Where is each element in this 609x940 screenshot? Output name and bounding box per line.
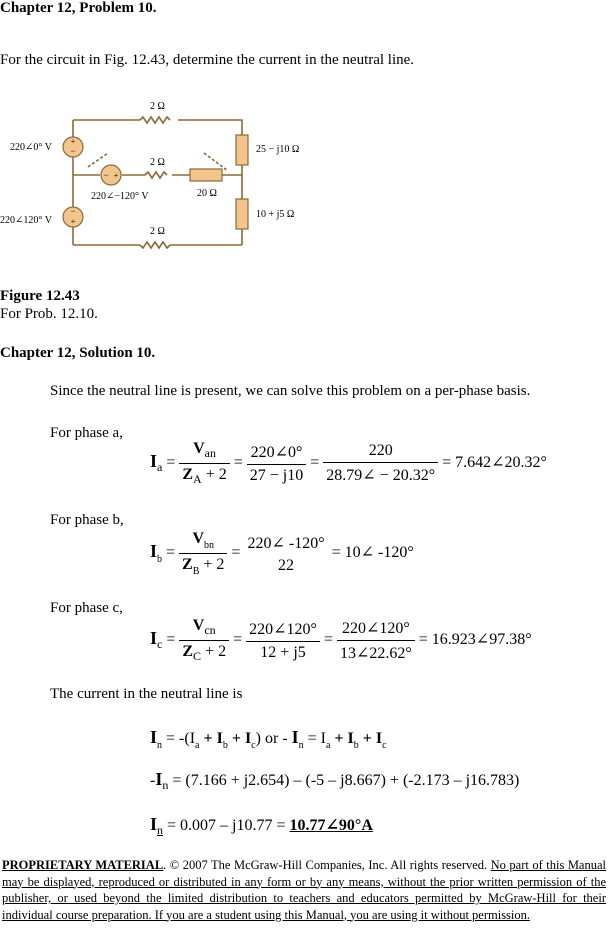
- figure-caption: Figure 12.43: [0, 288, 80, 304]
- problem-heading: Chapter 12, Problem 10.: [0, 0, 157, 16]
- svg-text:+: +: [113, 171, 119, 180]
- svg-text:+: +: [70, 137, 76, 146]
- final-answer: 10.77∠90°A: [289, 817, 373, 834]
- solution-intro: Since the neutral line is present, we can solve this problem on a per-phase basis.: [50, 383, 531, 399]
- resistor-top: [140, 117, 170, 123]
- label-r-top: 2 Ω: [150, 101, 165, 112]
- equation-neutral-3: $I_n = 0.007 - j10.77$ = 10.77∠90°A: [150, 814, 373, 837]
- copyright-footer: PROPRIETARY MATERIAL. © 2007 The McGraw-Hill Companies, Inc. All rights reserved. No part of this Manual may be displayed, reproduced or distributed in any form or by any means, without the prior written permission of the publisher, or used beyond the limited distribution to teachers and educators permitted by McGraw-Hill for their individual course preparation. If you are a student using this Manual, you are using it without permission.: [2, 858, 606, 922]
- equation-neutral-1: $I_n = -(I_a + I_b + I_c)$ or - $I_n = I_a + I_b + I_c$: [150, 727, 387, 751]
- solution-heading: Chapter 12, Solution 10.: [0, 345, 156, 361]
- resistor-bot: [140, 242, 170, 248]
- arrow-dash-left: [88, 153, 108, 167]
- label-src-c: 220∠120° V: [0, 215, 52, 226]
- label-zc: 10 + j5 Ω: [256, 209, 295, 220]
- equation-phase-a: $I_a$ = $\frac{V_{an}}{Z_A + 2}$ = $\frac{220\angle 0^\circ}{27 - j10}$ = $\frac{220}{28.79\angle - 20.32^\circ}$ = 7.642∠20.32°: [150, 440, 547, 486]
- label-r-mid: 2 Ω: [150, 157, 165, 168]
- phase-b-label: For phase b,: [50, 512, 124, 528]
- svg-text:+: +: [70, 217, 76, 226]
- resistor-20-box: [190, 169, 222, 181]
- circuit-diagram: [0, 95, 330, 270]
- figure-caption-sub: For Prob. 12.10.: [0, 306, 98, 322]
- wire-top-right: [178, 120, 242, 135]
- phase-c-label: For phase c,: [50, 600, 123, 616]
- phase-a-label: For phase a,: [50, 425, 123, 441]
- arrow-dash-right: [204, 153, 228, 171]
- source-c: [63, 206, 83, 227]
- label-r-20: 20 Ω: [197, 188, 217, 199]
- svg-text:−: −: [70, 146, 76, 156]
- label-za: 25 − j10 Ω: [256, 144, 300, 155]
- source-a: [63, 137, 83, 157]
- equation-phase-b: $I_b$ = $\frac{V_{bn}}{Z_B + 2}$ = 220∠ -120° 22 = 10∠ -120°: [150, 530, 414, 577]
- svg-text:−: −: [70, 206, 76, 216]
- problem-statement: For the circuit in Fig. 12.43, determine the current in the neutral line.: [0, 52, 415, 68]
- source-b: [101, 165, 121, 185]
- label-src-b: 220∠−120° V: [91, 191, 149, 202]
- resistor-mid: [145, 172, 167, 178]
- impedance-zc: [236, 199, 248, 229]
- svg-text:−: −: [103, 170, 109, 180]
- equation-neutral-2: $-I_n = (7.166 + j2.654) - (-5 - j8.667) + (-2.173 - j16.783)$: [150, 769, 520, 792]
- equation-phase-c: $I_c$ = $\frac{V_{cn}}{Z_C + 2}$ = $\frac{220\angle 120^\circ}{12 + j5}$ = $\frac{220\angle 120^\circ}{13\angle 22.62^\circ}$ = 16.923∠97.38°: [150, 617, 532, 663]
- impedance-za: [236, 135, 248, 165]
- label-src-a: 220∠0° V: [10, 142, 52, 153]
- label-r-bot: 2 Ω: [150, 226, 165, 237]
- neutral-label: The current in the neutral line is: [50, 686, 243, 702]
